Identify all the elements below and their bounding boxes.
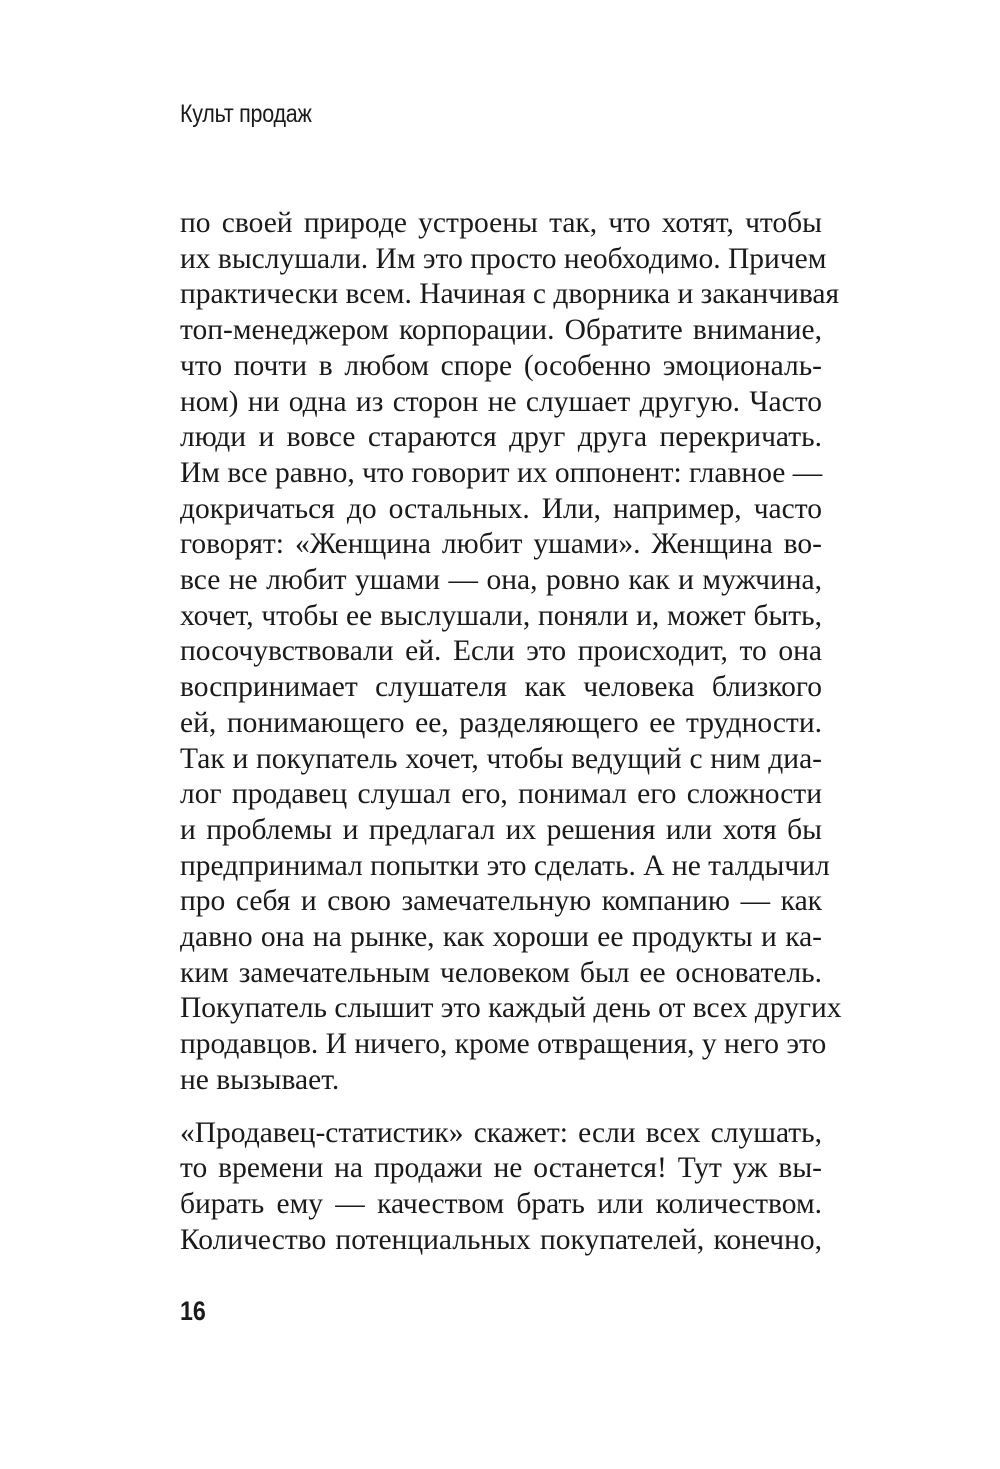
text-line: их выслушали. Им это просто необходимо. Причем <box>180 242 827 275</box>
text-line: все не любит ушами — она, ровно как и мужчина, <box>180 564 822 597</box>
text-line: ном) ни одна из сторон не слушает другую. Часто <box>180 385 822 418</box>
paragraph <box>180 1116 822 1259</box>
text-line: Покупатель слышит это каждый день от всех других <box>180 992 842 1025</box>
text-line: воспринимает слушателя как человека близкого <box>180 671 822 704</box>
text-line: по своей природе устроены так, что хотят, чтобы <box>180 207 822 239</box>
text-line: то времени на продажи не останется! Тут уж вы- <box>180 1152 822 1185</box>
text-line: посочувствовали ей. Если это происходит, то она <box>180 635 822 668</box>
text-line: Им все равно, что говорит их оппонент: главное — <box>180 456 823 489</box>
text-line: про себя и свою замечательную компанию — как <box>180 885 822 918</box>
text-line: топ-менеджером корпорации. Обратите внимание, <box>180 314 822 347</box>
text-line: что почти в любом споре (особенно эмоциональ- <box>180 349 822 382</box>
text-line: говорят: «Женщина любит ушами». Женщина во- <box>180 528 822 561</box>
text-line: лог продавец слушал его, понимал его сложности <box>180 778 822 811</box>
text-line: «Продавец-статистик» скажет: если всех слушать, <box>180 1116 822 1149</box>
text-line: и проблемы и предлагал их решения или хотя бы <box>180 813 822 846</box>
text-line: люди и вовсе стараются друг друга перекричать. <box>180 421 822 454</box>
text-line: не вызывает. <box>180 1063 340 1096</box>
paragraph-gap <box>180 1099 822 1116</box>
text-line: давно она на рынке, как хороши ее продукты и ка- <box>180 921 822 954</box>
text-line: продавцов. И ничего, кроме отвращения, у него это <box>180 1028 827 1061</box>
text-line: ей, понимающего ее, разделяющего ее трудности. <box>180 706 822 739</box>
text-line: практически всем. Начиная с дворника и заканчивая <box>180 278 840 311</box>
text-line: бирать ему — качеством брать или количеством. <box>180 1187 822 1220</box>
body-text <box>180 206 842 1258</box>
text-line: Количество потенциальных покупателей, конечно, <box>180 1223 822 1256</box>
text-line: ким замечательным человеком был ее основатель. <box>180 956 822 989</box>
running-header: Культ продаж <box>180 100 312 128</box>
page-number: 16 <box>180 1296 206 1326</box>
text-line: Так и покупатель хочет, чтобы ведущий с ним диа- <box>180 742 822 775</box>
paragraph <box>180 206 842 1099</box>
text-line: докричаться до остальных. Или, например, часто <box>180 492 822 525</box>
text-line: предпринимал попытки это сделать. А не талдычил <box>180 849 830 882</box>
text-line: хочет, чтобы ее выслушали, поняли и, может быть, <box>180 599 822 632</box>
